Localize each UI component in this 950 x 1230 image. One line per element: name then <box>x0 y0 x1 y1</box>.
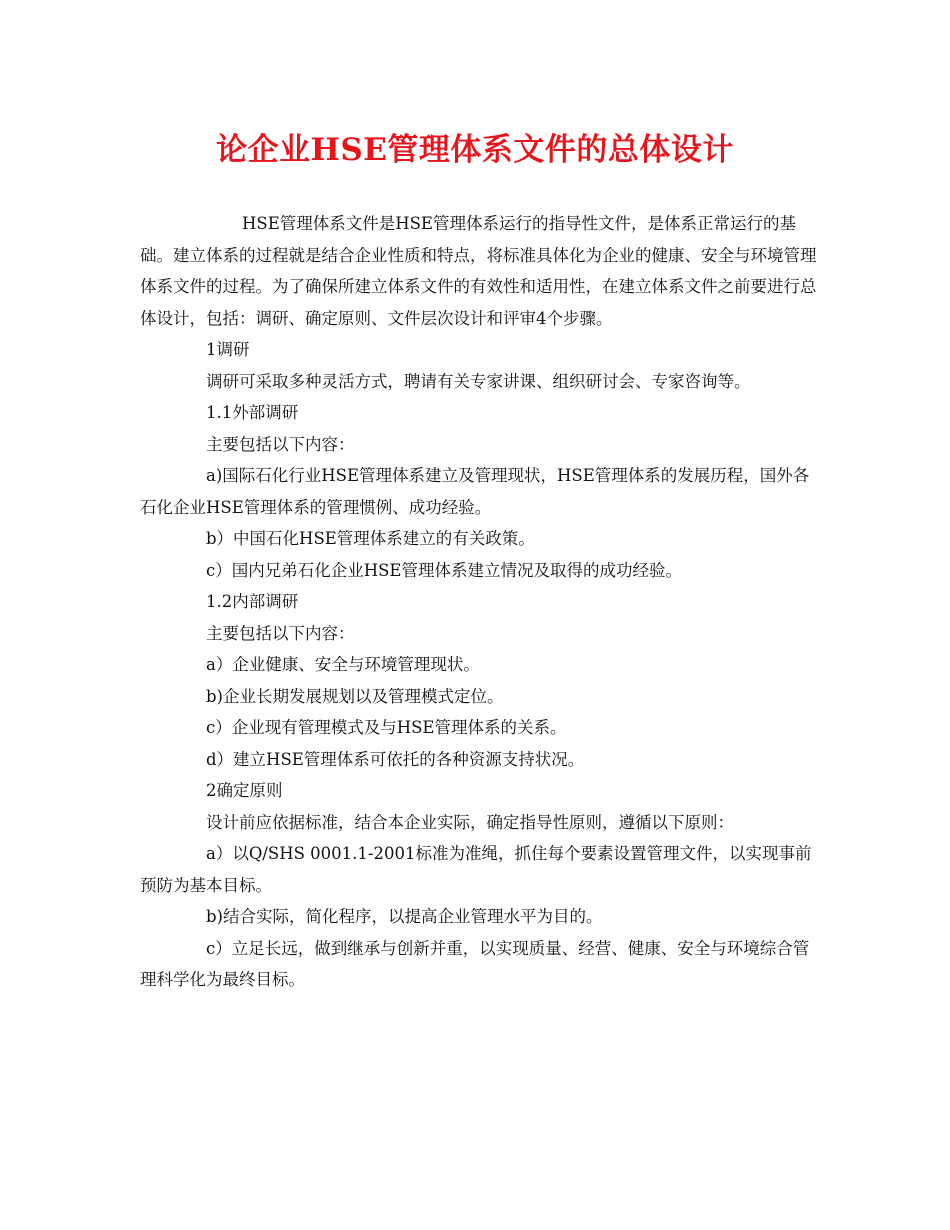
paragraph-principles-intro: 设计前应依据标准，结合本企业实际，确定指导性原则，遵循以下原则： <box>206 812 734 832</box>
list-item-principle-c: c）立足长远，做到继承与创新并重，以实现质量、经营、健康、安全与环境综合管理科学化为最终目标。 <box>140 938 810 989</box>
section-heading-principles: 2确定原则 <box>206 781 283 800</box>
paragraph-external-contents-intro: 主要包括以下内容： <box>206 434 355 454</box>
list-item-internal-d: d）建立HSE管理体系可依托的各种资源支持状况。 <box>206 749 585 769</box>
list-item-principle-b: b)结合实际，简化程序，以提高企业管理水平为目的。 <box>206 907 603 926</box>
intro-paragraph: HSE管理体系文件是HSE管理体系运行的指导性文件，是体系正常运行的基础。建立体系的过程就是结合企业性质和特点，将标准具体化为企业的健康、安全与环境管理体系文件的过程。为了确保所建立体系文件的有效性和适用性，在建立体系文件之前要进行总体设计，包括：调研、确定原则、文件层次设计和评审4个步骤。 <box>140 214 817 328</box>
list-item-internal-b: b)企业长期发展规划以及管理模式定位。 <box>206 686 504 706</box>
paragraph-research-methods: 调研可采取多种灵活方式，聘请有关专家讲课、组织研讨会、专家咨询等。 <box>206 371 751 391</box>
paragraph-internal-contents-intro: 主要包括以下内容： <box>206 623 355 643</box>
subsection-heading-external-research: 1.1外部调研 <box>206 403 299 422</box>
document-body <box>140 208 820 996</box>
section-heading-research: 1调研 <box>206 340 250 359</box>
subsection-heading-internal-research: 1.2内部调研 <box>206 592 299 611</box>
list-item-internal-a: a）企业健康、安全与环境管理现状。 <box>206 655 480 674</box>
list-item-external-c: c）国内兄弟石化企业HSE管理体系建立情况及取得的成功经验。 <box>206 560 682 580</box>
list-item-external-b: b）中国石化HSE管理体系建立的有关政策。 <box>206 529 535 548</box>
list-item-internal-c: c）企业现有管理模式及与HSE管理体系的关系。 <box>206 718 567 737</box>
list-item-external-a: a)国际石化行业HSE管理体系建立及管理现状，HSE管理体系的发展历程，国外各石化企业HSE管理体系的管理惯例、成功经验。 <box>140 466 810 517</box>
document-title: 论企业HSE管理体系文件的总体设计 <box>216 132 734 168</box>
list-item-principle-a: a）以Q/SHS 0001.1-2001标准为准绳，抓住每个要素设置管理文件，以实现事前预防为基本目标。 <box>140 844 812 895</box>
